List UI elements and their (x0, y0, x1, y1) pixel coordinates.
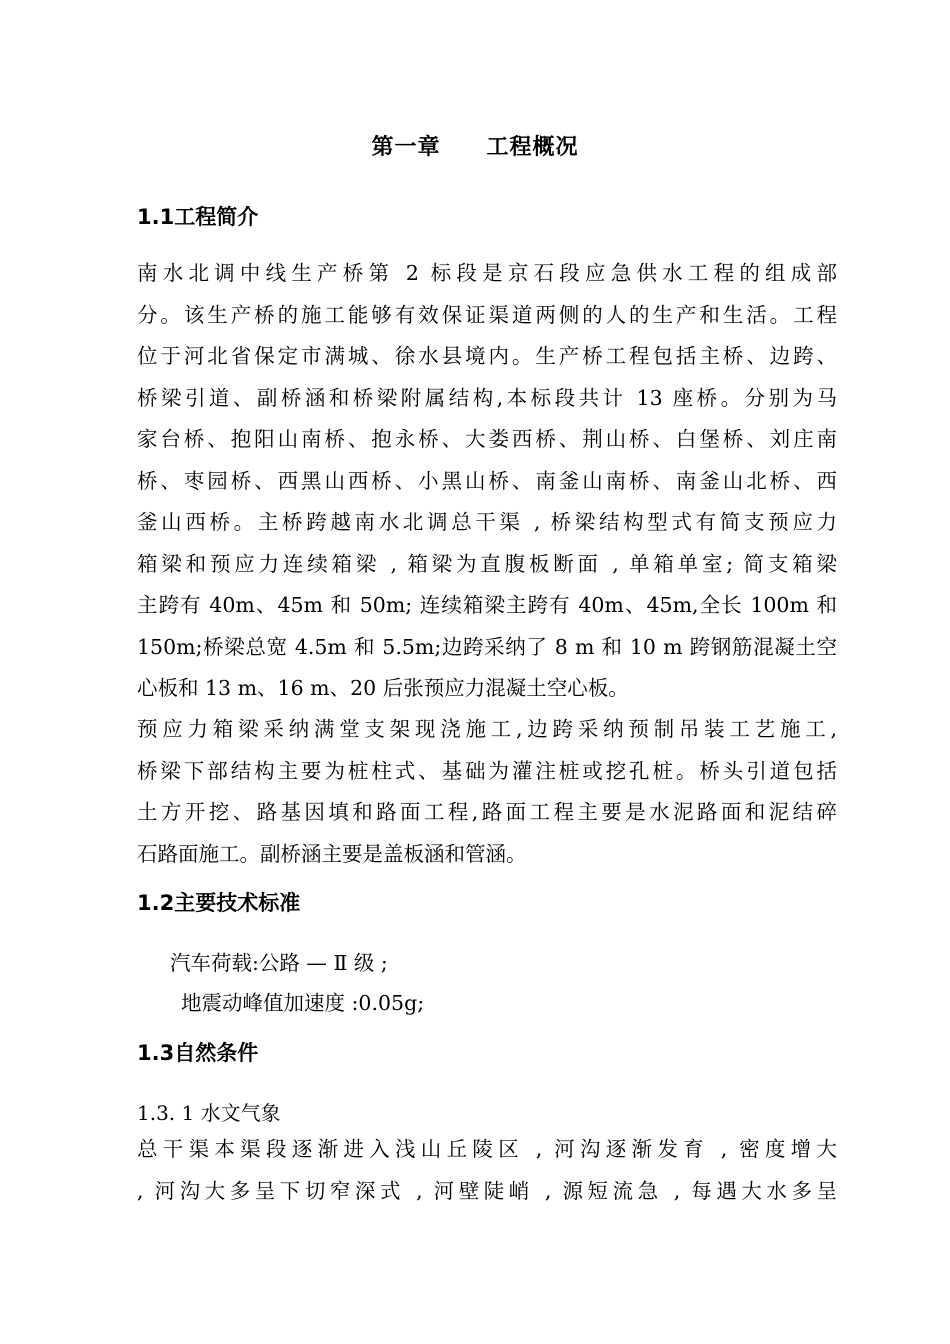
paragraph-line: , 河沟大多呈下切窄深式 , 河壁陡峭 , 源短流急 , 每遇大水多呈 (137, 1178, 837, 1203)
paragraph-line: 土方开挖、路基因填和路面工程,路面工程主要是水泥路面和泥结碎 (137, 800, 837, 824)
paragraph-line: 石路面施工。副桥涵主要是盖板涵和管涵。 (137, 841, 527, 866)
chapter-title (0, 130, 950, 161)
paragraph-line: 150m;桥梁总宽 4.5m 和 5.5m;边跨采纳了 8 m 和 10 m 跨钢筋混凝土空 (137, 634, 837, 659)
paragraph-line: 桥梁引道、副桥涵和桥梁附属结构,本标段共计 13 座桥。分别为马 (137, 385, 837, 410)
intro-paragraph-1 (137, 253, 837, 710)
subsection-heading-1-3-1: 1.3. 1 水文气象 (137, 1101, 281, 1125)
standard-vehicle-load: 汽车荷载:公路 — Ⅱ 级 ; (170, 951, 388, 975)
section-heading-1-2: 1.2主要技术标准 (137, 891, 301, 915)
intro-paragraph-2 (137, 709, 837, 875)
paragraph-line: 南水北调中线生产桥第 2 标段是京石段应急供水工程的组成部 (137, 261, 837, 285)
paragraph-line: 家台桥、抱阳山南桥、抱永桥、大娄西桥、荆山桥、白堡桥、刘庄南 (137, 427, 837, 451)
paragraph-line: 分。该生产桥的施工能够有效保证渠道两侧的人的生产和生活。工程 (137, 302, 837, 327)
paragraph-line: 心板和 13 m、16 m、20 后张预应力混凝土空心板。 (137, 676, 629, 700)
section-heading-1-3: 1.3自然条件 (137, 1041, 259, 1065)
chapter-name: 工程概况 (486, 135, 579, 160)
section-heading-1-1: 1.1工程简介 (137, 205, 259, 229)
paragraph-line: 总干渠本渠段逐渐进入浅山丘陵区 , 河沟逐渐发育 , 密度增大 (137, 1137, 837, 1161)
paragraph-line: 箱梁和预应力连续箱梁 , 箱梁为直腹板断面 , 单箱单室; 简支箱梁 (137, 551, 837, 576)
standard-seismic-acceleration: 地震动峰值加速度 :0.05g; (181, 991, 425, 1015)
chapter-number: 第一章 (371, 135, 441, 160)
paragraph-line: 桥、枣园桥、西黑山西桥、小黑山桥、南釜山南桥、南釜山北桥、西 (137, 468, 837, 493)
hydrology-paragraph (137, 1129, 837, 1212)
paragraph-line: 主跨有 40m、45m 和 50m; 连续箱梁主跨有 40m、45m,全长 100m 和 (137, 593, 837, 617)
paragraph-line: 预应力箱梁采纳满堂支架现浇施工,边跨采纳预制吊装工艺施工, (137, 717, 837, 741)
paragraph-line: 位于河北省保定市满城、徐水县境内。生产桥工程包括主桥、边跨、 (137, 344, 837, 368)
paragraph-line: 釜山西桥。主桥跨越南水北调总干渠 , 桥梁结构型式有简支预应力 (137, 510, 837, 534)
paragraph-line: 桥梁下部结构主要为桩柱式、基础为灌注桩或挖孔桩。桥头引道包括 (137, 758, 837, 783)
